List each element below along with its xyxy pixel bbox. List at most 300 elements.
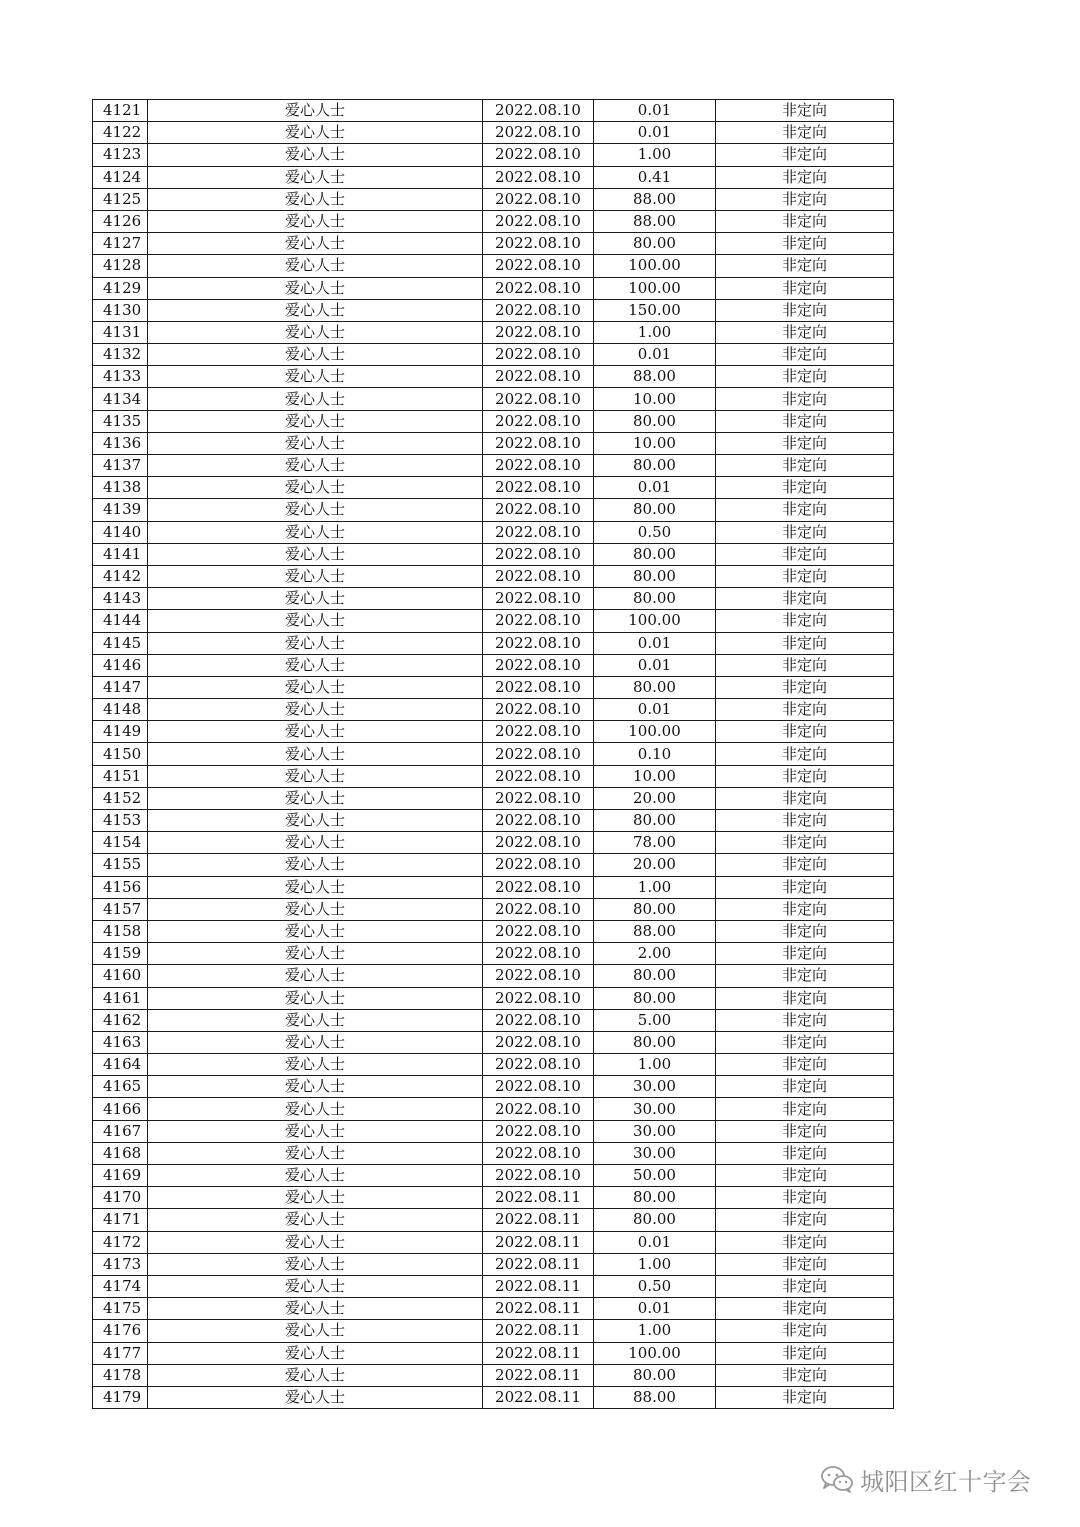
donation-amount: 10.00 [594,388,716,410]
table-row [93,810,894,832]
donation-amount: 78.00 [594,832,716,854]
table-row [93,965,894,987]
donation-date: 2022.08.10 [483,765,594,787]
donation-type: 非定向 [716,432,894,454]
donation-amount: 0.01 [594,1231,716,1253]
donation-amount: 50.00 [594,1165,716,1187]
donor-name: 爱心人士 [148,1320,483,1342]
row-number: 4137 [93,455,148,477]
row-number: 4162 [93,1009,148,1031]
table-row [93,1187,894,1209]
donor-name: 爱心人士 [148,721,483,743]
row-number: 4138 [93,477,148,499]
donation-type: 非定向 [716,943,894,965]
row-number: 4151 [93,765,148,787]
donation-type: 非定向 [716,210,894,232]
donor-name: 爱心人士 [148,100,483,122]
donor-name: 爱心人士 [148,876,483,898]
donation-amount: 100.00 [594,277,716,299]
donation-date: 2022.08.10 [483,632,594,654]
donor-name: 爱心人士 [148,920,483,942]
donor-name: 爱心人士 [148,632,483,654]
donation-type: 非定向 [716,1342,894,1364]
donation-type: 非定向 [716,1386,894,1408]
donation-type: 非定向 [716,388,894,410]
donor-name: 爱心人士 [148,144,483,166]
donation-date: 2022.08.11 [483,1320,594,1342]
donation-date: 2022.08.10 [483,721,594,743]
table-row [93,721,894,743]
donor-name: 爱心人士 [148,810,483,832]
donation-amount: 30.00 [594,1120,716,1142]
donation-date: 2022.08.11 [483,1298,594,1320]
table-row [93,188,894,210]
donation-amount: 20.00 [594,787,716,809]
table-row [93,565,894,587]
donation-amount: 0.01 [594,477,716,499]
donation-amount: 10.00 [594,765,716,787]
donation-amount: 10.00 [594,432,716,454]
donor-name: 爱心人士 [148,1165,483,1187]
donor-name: 爱心人士 [148,1142,483,1164]
donation-date: 2022.08.10 [483,1054,594,1076]
table-row [93,543,894,565]
table-row [93,1209,894,1231]
table-row [93,455,894,477]
donation-amount: 150.00 [594,299,716,321]
donation-date: 2022.08.10 [483,810,594,832]
table-row [93,388,894,410]
row-number: 4157 [93,898,148,920]
row-number: 4145 [93,632,148,654]
row-number: 4155 [93,854,148,876]
row-number: 4169 [93,1165,148,1187]
donation-amount: 1.00 [594,1253,716,1275]
donation-table-body [93,100,894,1409]
row-number: 4134 [93,388,148,410]
donation-type: 非定向 [716,188,894,210]
donation-type: 非定向 [716,100,894,122]
row-number: 4178 [93,1364,148,1386]
donation-date: 2022.08.10 [483,920,594,942]
donation-date: 2022.08.10 [483,832,594,854]
donation-amount: 80.00 [594,676,716,698]
row-number: 4132 [93,344,148,366]
table-row [93,765,894,787]
table-row [93,1098,894,1120]
row-number: 4149 [93,721,148,743]
donation-amount: 1.00 [594,144,716,166]
row-number: 4167 [93,1120,148,1142]
donor-name: 爱心人士 [148,654,483,676]
donation-date: 2022.08.10 [483,588,594,610]
donation-amount: 5.00 [594,1009,716,1031]
row-number: 4172 [93,1231,148,1253]
row-number: 4130 [93,299,148,321]
donation-type: 非定向 [716,588,894,610]
table-row [93,344,894,366]
donation-date: 2022.08.10 [483,366,594,388]
donation-date: 2022.08.11 [483,1209,594,1231]
donation-amount: 80.00 [594,233,716,255]
donation-amount: 2.00 [594,943,716,965]
donation-amount: 80.00 [594,1031,716,1053]
table-row [93,987,894,1009]
donor-name: 爱心人士 [148,943,483,965]
row-number: 4147 [93,676,148,698]
table-row [93,299,894,321]
donor-name: 爱心人士 [148,1120,483,1142]
donation-amount: 0.50 [594,521,716,543]
donation-date: 2022.08.10 [483,388,594,410]
table-row [93,1253,894,1275]
row-number: 4165 [93,1076,148,1098]
donation-date: 2022.08.10 [483,188,594,210]
donation-type: 非定向 [716,965,894,987]
table-row [93,210,894,232]
table-row [93,1165,894,1187]
donation-amount: 0.10 [594,743,716,765]
donor-name: 爱心人士 [148,565,483,587]
donor-name: 爱心人士 [148,1298,483,1320]
donor-name: 爱心人士 [148,898,483,920]
donation-type: 非定向 [716,1142,894,1164]
donation-amount: 80.00 [594,1209,716,1231]
donation-date: 2022.08.10 [483,787,594,809]
table-row [93,321,894,343]
donation-date: 2022.08.10 [483,1120,594,1142]
donor-name: 爱心人士 [148,1342,483,1364]
donation-amount: 88.00 [594,188,716,210]
table-row [93,610,894,632]
donation-date: 2022.08.10 [483,100,594,122]
donation-amount: 80.00 [594,410,716,432]
donor-name: 爱心人士 [148,832,483,854]
donation-amount: 0.01 [594,699,716,721]
donation-type: 非定向 [716,699,894,721]
table-row [93,1386,894,1408]
table-row [93,1009,894,1031]
donation-type: 非定向 [716,455,894,477]
donation-type: 非定向 [716,920,894,942]
table-row [93,1342,894,1364]
donation-amount: 80.00 [594,965,716,987]
table-row [93,122,894,144]
donation-date: 2022.08.11 [483,1342,594,1364]
row-number: 4152 [93,787,148,809]
donor-name: 爱心人士 [148,122,483,144]
table-row [93,1275,894,1297]
donation-date: 2022.08.10 [483,166,594,188]
table-row [93,255,894,277]
donation-type: 非定向 [716,166,894,188]
donation-amount: 30.00 [594,1076,716,1098]
row-number: 4142 [93,565,148,587]
table-row [93,943,894,965]
donation-amount: 88.00 [594,210,716,232]
donation-amount: 80.00 [594,499,716,521]
donation-type: 非定向 [716,521,894,543]
row-number: 4141 [93,543,148,565]
donor-name: 爱心人士 [148,344,483,366]
donor-name: 爱心人士 [148,210,483,232]
donation-type: 非定向 [716,1120,894,1142]
table-row [93,832,894,854]
table-row [93,588,894,610]
row-number: 4163 [93,1031,148,1053]
donation-type: 非定向 [716,277,894,299]
donation-type: 非定向 [716,410,894,432]
donor-name: 爱心人士 [148,1253,483,1275]
donation-date: 2022.08.10 [483,122,594,144]
donor-name: 爱心人士 [148,543,483,565]
donation-amount: 0.01 [594,632,716,654]
donor-name: 爱心人士 [148,1209,483,1231]
donor-name: 爱心人士 [148,499,483,521]
donation-type: 非定向 [716,233,894,255]
table-row [93,277,894,299]
donation-amount: 80.00 [594,588,716,610]
donation-date: 2022.08.10 [483,299,594,321]
row-number: 4140 [93,521,148,543]
table-row [93,676,894,698]
row-number: 4136 [93,432,148,454]
donation-date: 2022.08.10 [483,898,594,920]
donation-date: 2022.08.10 [483,255,594,277]
donor-name: 爱心人士 [148,676,483,698]
donor-name: 爱心人士 [148,1031,483,1053]
donation-amount: 88.00 [594,920,716,942]
donation-amount: 0.50 [594,1275,716,1297]
row-number: 4133 [93,366,148,388]
donation-date: 2022.08.11 [483,1275,594,1297]
donation-date: 2022.08.10 [483,1098,594,1120]
donation-amount: 0.01 [594,344,716,366]
donation-type: 非定向 [716,477,894,499]
donation-date: 2022.08.10 [483,854,594,876]
donor-name: 爱心人士 [148,188,483,210]
table-row [93,1120,894,1142]
donation-date: 2022.08.10 [483,321,594,343]
donation-type: 非定向 [716,366,894,388]
donation-date: 2022.08.10 [483,565,594,587]
donation-type: 非定向 [716,1187,894,1209]
donation-amount: 88.00 [594,366,716,388]
donation-type: 非定向 [716,721,894,743]
donation-date: 2022.08.10 [483,543,594,565]
donor-name: 爱心人士 [148,388,483,410]
row-number: 4177 [93,1342,148,1364]
table-row [93,920,894,942]
table-row [93,233,894,255]
table-row [93,854,894,876]
donation-amount: 80.00 [594,1187,716,1209]
table-row [93,876,894,898]
donor-name: 爱心人士 [148,1054,483,1076]
donation-date: 2022.08.10 [483,477,594,499]
row-number: 4175 [93,1298,148,1320]
donation-type: 非定向 [716,632,894,654]
donor-name: 爱心人士 [148,854,483,876]
donation-type: 非定向 [716,743,894,765]
row-number: 4125 [93,188,148,210]
donation-type: 非定向 [716,810,894,832]
donation-type: 非定向 [716,344,894,366]
donor-name: 爱心人士 [148,166,483,188]
row-number: 4161 [93,987,148,1009]
row-number: 4156 [93,876,148,898]
donation-date: 2022.08.10 [483,743,594,765]
donor-name: 爱心人士 [148,366,483,388]
table-row [93,410,894,432]
donation-amount: 80.00 [594,543,716,565]
table-row [93,632,894,654]
donation-type: 非定向 [716,1253,894,1275]
table-row [93,1031,894,1053]
donation-type: 非定向 [716,499,894,521]
donation-type: 非定向 [716,1209,894,1231]
donation-date: 2022.08.10 [483,1142,594,1164]
row-number: 4173 [93,1253,148,1275]
donor-name: 爱心人士 [148,1098,483,1120]
donation-type: 非定向 [716,898,894,920]
row-number: 4124 [93,166,148,188]
donor-name: 爱心人士 [148,432,483,454]
donation-date: 2022.08.10 [483,699,594,721]
table-row [93,477,894,499]
table-row [93,521,894,543]
donation-type: 非定向 [716,854,894,876]
donation-amount: 20.00 [594,854,716,876]
watermark-text: 城阳区红十字会 [860,1467,1032,1496]
donation-date: 2022.08.10 [483,233,594,255]
donation-type: 非定向 [716,610,894,632]
donor-name: 爱心人士 [148,588,483,610]
row-number: 4164 [93,1054,148,1076]
donation-amount: 100.00 [594,255,716,277]
table-row [93,654,894,676]
donation-amount: 0.01 [594,122,716,144]
donation-date: 2022.08.10 [483,1076,594,1098]
donor-name: 爱心人士 [148,743,483,765]
row-number: 4123 [93,144,148,166]
donor-name: 爱心人士 [148,1275,483,1297]
donation-date: 2022.08.11 [483,1253,594,1275]
donation-type: 非定向 [716,543,894,565]
table-row [93,366,894,388]
donation-amount: 1.00 [594,321,716,343]
donation-date: 2022.08.11 [483,1187,594,1209]
donation-amount: 80.00 [594,898,716,920]
donation-type: 非定向 [716,255,894,277]
donor-name: 爱心人士 [148,521,483,543]
donation-amount: 1.00 [594,1320,716,1342]
donation-date: 2022.08.11 [483,1364,594,1386]
donor-name: 爱心人士 [148,1187,483,1209]
donation-date: 2022.08.10 [483,499,594,521]
donation-amount: 0.01 [594,654,716,676]
donation-date: 2022.08.10 [483,610,594,632]
donation-amount: 88.00 [594,1386,716,1408]
donation-type: 非定向 [716,1275,894,1297]
row-number: 4129 [93,277,148,299]
donation-type: 非定向 [716,1231,894,1253]
wechat-icon [820,1464,854,1494]
donor-name: 爱心人士 [148,233,483,255]
donation-amount: 0.41 [594,166,716,188]
donation-type: 非定向 [716,144,894,166]
donor-name: 爱心人士 [148,1076,483,1098]
table-row [93,1320,894,1342]
donor-name: 爱心人士 [148,477,483,499]
table-row [93,100,894,122]
row-number: 4135 [93,410,148,432]
donation-date: 2022.08.11 [483,1386,594,1408]
donor-name: 爱心人士 [148,321,483,343]
donor-name: 爱心人士 [148,987,483,1009]
donor-name: 爱心人士 [148,965,483,987]
table-row [93,1142,894,1164]
donation-amount: 1.00 [594,876,716,898]
donation-type: 非定向 [716,1076,894,1098]
donation-amount: 80.00 [594,455,716,477]
donation-type: 非定向 [716,1031,894,1053]
donation-date: 2022.08.10 [483,144,594,166]
donation-amount: 80.00 [594,565,716,587]
row-number: 4174 [93,1275,148,1297]
donation-type: 非定向 [716,832,894,854]
donation-type: 非定向 [716,1009,894,1031]
table-row [93,499,894,521]
row-number: 4144 [93,610,148,632]
row-number: 4158 [93,920,148,942]
donation-amount: 0.01 [594,1298,716,1320]
row-number: 4128 [93,255,148,277]
donor-name: 爱心人士 [148,410,483,432]
donation-date: 2022.08.10 [483,455,594,477]
donation-date: 2022.08.10 [483,521,594,543]
donor-name: 爱心人士 [148,699,483,721]
donor-name: 爱心人士 [148,299,483,321]
donation-date: 2022.08.10 [483,210,594,232]
donor-name: 爱心人士 [148,1231,483,1253]
donation-type: 非定向 [716,987,894,1009]
row-number: 4179 [93,1386,148,1408]
donation-type: 非定向 [716,1165,894,1187]
row-number: 4166 [93,1098,148,1120]
row-number: 4153 [93,810,148,832]
donor-name: 爱心人士 [148,455,483,477]
table-row [93,144,894,166]
table-row [93,1364,894,1386]
row-number: 4159 [93,943,148,965]
donation-amount: 80.00 [594,810,716,832]
donor-name: 爱心人士 [148,787,483,809]
donor-name: 爱心人士 [148,765,483,787]
donor-name: 爱心人士 [148,1009,483,1031]
donor-name: 爱心人士 [148,1386,483,1408]
donation-date: 2022.08.10 [483,676,594,698]
donation-date: 2022.08.10 [483,654,594,676]
row-number: 4160 [93,965,148,987]
donation-amount: 100.00 [594,721,716,743]
row-number: 4170 [93,1187,148,1209]
donation-type: 非定向 [716,787,894,809]
donation-type: 非定向 [716,122,894,144]
table-row [93,1231,894,1253]
donation-date: 2022.08.10 [483,943,594,965]
table-row [93,1298,894,1320]
